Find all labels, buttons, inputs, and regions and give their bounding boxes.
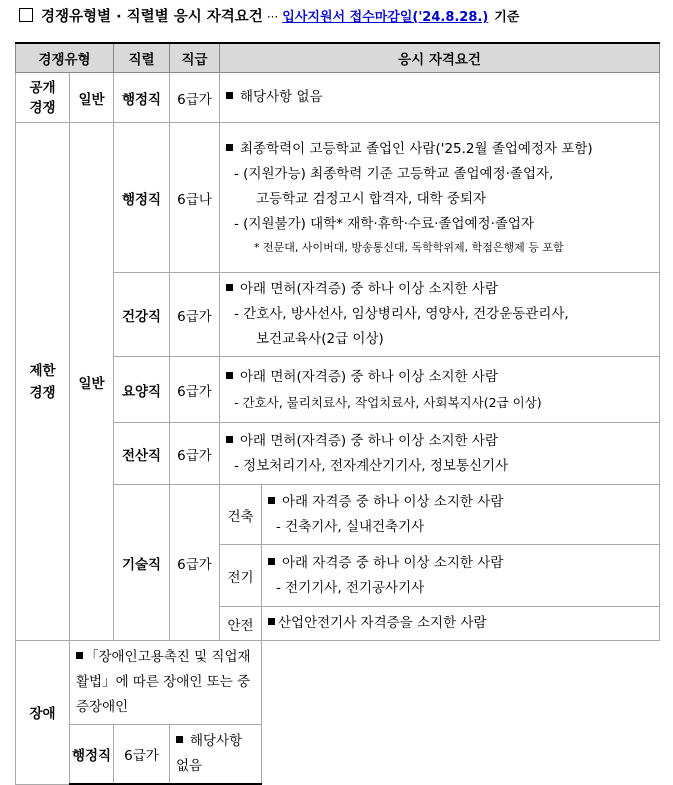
grade-cell: 6급가 — [170, 357, 220, 423]
requirement-cell: 해당사항 없음 — [220, 73, 660, 123]
table-row — [16, 123, 660, 273]
requirement-cell: 아래 자격증 중 하나 이상 소지한 사람 - 전기기사, 전기공사기사 — [262, 545, 660, 607]
requirements-table — [15, 42, 660, 785]
series-cell: 행정직 — [70, 725, 114, 785]
sub-field-elec: 전기 — [220, 545, 262, 607]
series-cell: 행정직 — [114, 73, 170, 123]
requirement-cell: 아래 자격증 중 하나 이상 소지한 사람 - 건축기사, 실내건축기사 — [262, 485, 660, 545]
requirement-cell: 해당사항 없음 — [170, 725, 262, 785]
series-cell: 전산직 — [114, 423, 170, 485]
bullet-icon — [268, 558, 275, 565]
type-restricted: 제한 경쟁 — [16, 123, 70, 641]
requirement-cell: 「장애인고용촉진 및 직업재활법」에 따른 장애인 또는 중증장애인 — [70, 641, 262, 725]
series-cell: 기술직 — [114, 485, 170, 641]
checkbox-square-icon — [19, 8, 33, 22]
bullet-icon — [268, 497, 275, 504]
bullet-icon — [226, 436, 233, 443]
table-row — [16, 725, 660, 785]
header-row — [16, 43, 660, 73]
category-general: 일반 — [70, 123, 114, 641]
requirement-cell: 아래 면허(자격증) 중 하나 이상 소지한 사람 - 간호사, 방사선사, 임상병리사, 영양사, 건강운동관리사, 보건교육사(2급 이상) — [220, 273, 660, 357]
table-row — [16, 73, 660, 123]
bullet-icon — [226, 372, 233, 379]
series-cell: 건강직 — [114, 273, 170, 357]
header-series: 직렬 — [114, 43, 170, 73]
bullet-icon — [268, 618, 275, 625]
header-grade: 직급 — [170, 43, 220, 73]
series-cell: 요양직 — [114, 357, 170, 423]
grade-cell: 6급가 — [114, 725, 170, 785]
header-type: 경쟁유형 — [16, 43, 114, 73]
grade-cell: 6급가 — [170, 73, 220, 123]
sub-field-arch: 건축 — [220, 485, 262, 545]
requirement-cell: 최종학력이 고등학교 졸업인 사람('25.2월 졸업예정자 포함) - (지원가능) 최종학력 기준 고등학교 졸업예정·졸업자, 고등학교 검정고시 합격자, 대학 중퇴자 - (지원불가) 대학* 재학·휴학·수료·졸업예정·졸업자 * 전문대, 사이버대, 방송통신대, 독학학위제, 학점은행제 등 포함 — [220, 123, 660, 273]
requirement-cell: 아래 면허(자격증) 중 하나 이상 소지한 사람 - 간호사, 물리치료사, 작업치료사, 사회복지사(2급 이상) — [220, 357, 660, 423]
requirement-cell: 산업안전기사 자격증을 소지한 사람 — [262, 607, 660, 641]
bullet-icon — [76, 652, 83, 659]
grade-cell: 6급가 — [170, 423, 220, 485]
series-cell: 행정직 — [114, 123, 170, 273]
category-general: 일반 — [70, 73, 114, 123]
grade-cell: 6급가 — [170, 485, 220, 641]
category-disabled: 장애 — [16, 641, 70, 785]
deadline-link[interactable]: 입사지원서 접수마감일('24.8.28.) — [282, 10, 489, 25]
bullet-icon — [176, 736, 183, 743]
bullet-icon — [226, 144, 233, 151]
sub-field-safety: 안전 — [220, 607, 262, 641]
grade-cell: 6급나 — [170, 123, 220, 273]
page-title: 경쟁유형별 · 직렬별 응시 자격요건 ··· 입사지원서 접수마감일('24.8.28.) 기준 — [19, 6, 519, 28]
header-requirements: 응시 자격요건 — [220, 43, 660, 73]
requirement-cell: 아래 면허(자격증) 중 하나 이상 소지한 사람 - 정보처리기사, 전자계산기기사, 정보통신기사 — [220, 423, 660, 485]
grade-cell: 6급가 — [170, 273, 220, 357]
table-row — [16, 641, 660, 725]
bullet-icon — [226, 92, 233, 99]
bullet-icon — [226, 284, 233, 291]
type-open: 공개 경쟁 — [16, 73, 70, 123]
